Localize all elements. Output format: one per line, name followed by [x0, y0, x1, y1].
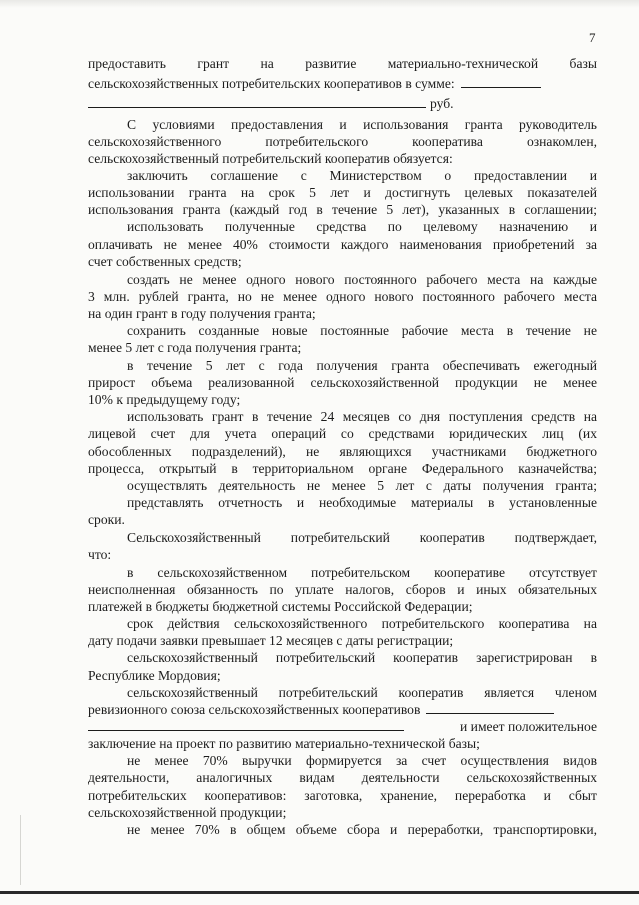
line-text: сохранить созданные новые постоянные рабочие места в течение не	[127, 323, 597, 338]
text-line	[127, 752, 597, 769]
text-line	[88, 55, 597, 72]
line-text: сельскохозяйственный потребительский кооператив зарегистрирован в	[127, 650, 597, 665]
line-text: использования гранта (каждый год в течение 5 лет), указанных в соглашении;	[88, 202, 597, 217]
line-text: использовать грант в течение 24 месяцев со дня поступления средств на	[127, 409, 597, 424]
text-line	[88, 769, 597, 786]
text-line	[127, 684, 597, 701]
text-line	[88, 667, 221, 684]
text-line	[88, 391, 240, 408]
text-line	[88, 632, 453, 649]
page-number: 7	[589, 30, 596, 45]
text-line	[88, 804, 286, 821]
text-line	[88, 184, 597, 201]
text-line	[88, 339, 301, 356]
text-line	[88, 443, 597, 460]
text-line	[88, 701, 554, 718]
text-line	[127, 167, 597, 184]
text-line	[127, 494, 597, 511]
text-line	[88, 236, 597, 253]
line-text: лицевой счет для учета операций со средствами юридических лиц (их	[88, 426, 597, 441]
text-line	[88, 95, 454, 112]
text-line	[88, 288, 597, 305]
line-text: заключение на проект по развитию материально-технической базы;	[88, 736, 480, 751]
line-text: процесса, открытый в территориальном органе Федерального казначейства;	[88, 461, 597, 476]
scan-top-shading	[0, 0, 639, 8]
text-line	[88, 133, 597, 150]
text-line	[88, 305, 316, 322]
text-line	[88, 546, 111, 563]
line-text: и имеет положительное	[460, 719, 597, 734]
line-text: деятельности, аналогичных видам деятельности сельскохозяйственных	[88, 770, 597, 785]
fill-in-blank	[426, 701, 554, 714]
text-line	[88, 511, 125, 528]
line-text: не менее 70% выручки формируется за счет осуществления видов	[127, 753, 597, 768]
line-text: осуществлять деятельность не менее 5 лет с даты получения гранта;	[127, 478, 597, 493]
line-text: обособленных подразделений), не являющихся участниками бюджетного	[88, 444, 597, 459]
line-text: создать не менее одного нового постоянного рабочего места на каждые	[127, 272, 597, 287]
line-text: ревизионного союза сельскохозяйственных кооперативов	[88, 702, 421, 717]
text-line	[88, 718, 597, 735]
text-line	[88, 150, 453, 167]
line-text: сельскохозяйственный потребительский кооператив обязуется:	[88, 151, 453, 166]
line-text: использовании гранта на срок 5 лет и достигнуть целевых показателей	[88, 185, 597, 200]
line-text: 3 млн. рублей гранта, но не менее одного нового постоянного рабочего места	[88, 289, 597, 304]
text-line	[127, 821, 597, 838]
line-text: дату подачи заявки превышает 12 месяцев с даты регистрации;	[88, 633, 454, 648]
text-line	[127, 408, 597, 425]
line-text: что:	[88, 547, 112, 562]
line-text: предоставить грант на развитие материально-технической базы	[88, 56, 597, 71]
text-line	[127, 615, 597, 632]
text-line	[88, 201, 597, 218]
line-text: не менее 70% в общем объеме сбора и переработки, транспортировки,	[127, 822, 597, 837]
text-line	[127, 357, 597, 374]
text-line	[127, 218, 597, 235]
text-line	[127, 477, 597, 494]
text-line	[127, 271, 597, 288]
line-text: заключить соглашение с Министерством о предоставлении и	[127, 168, 597, 183]
line-text: в течение 5 лет с года получения гранта обеспечивать ежегодный	[127, 358, 597, 373]
line-text: руб.	[430, 96, 454, 111]
fill-in-blank	[461, 75, 541, 88]
line-text: в сельскохозяйственном потребительском кооперативе отсутствует	[127, 565, 597, 580]
line-text: Республике Мордовия;	[88, 668, 221, 683]
text-line	[88, 787, 597, 804]
text-line	[127, 529, 597, 546]
text-line	[127, 116, 597, 133]
text-line	[88, 253, 242, 270]
line-text: представлять отчетность и необходимые материалы в установленные	[127, 495, 597, 510]
line-text: платежей в бюджеты бюджетной системы Российской Федерации;	[88, 599, 473, 614]
line-text: потребительских кооперативов: заготовка, хранение, переработка и сбыт	[88, 788, 597, 803]
line-text: срок действия сельскохозяйственного потребительского кооператива на	[127, 616, 597, 631]
text-line	[127, 649, 597, 666]
scan-margin-mark	[20, 815, 21, 885]
line-text: использовать полученные средства по целевому назначению и	[127, 219, 597, 234]
line-text: С условиями предоставления и использования гранта руководитель	[127, 117, 597, 132]
line-text: сельскохозяйственного потребительского кооператива ознакомлен,	[88, 134, 597, 149]
line-text: менее 5 лет с года получения гранта;	[88, 340, 302, 355]
line-text: оплачивать не менее 40% стоимости каждого наименования приобретений за	[88, 237, 597, 252]
text-line	[88, 460, 597, 477]
line-text: сроки.	[88, 512, 125, 527]
line-text: сельскохозяйственных потребительских кооперативов в сумме:	[88, 76, 455, 91]
text-line	[88, 75, 541, 92]
text-line	[88, 425, 597, 442]
text-line	[88, 735, 480, 752]
line-text: на один грант в году получения гранта;	[88, 306, 316, 321]
line-text: сельскохозяйственной продукции;	[88, 805, 287, 820]
line-text: 10% к предыдущему году;	[88, 392, 241, 407]
text-line	[127, 322, 597, 339]
text-line	[88, 581, 597, 598]
text-line	[127, 564, 597, 581]
line-text: счет собственных средств;	[88, 254, 242, 269]
fill-in-blank	[88, 718, 404, 731]
line-text: сельскохозяйственный потребительский кооператив является членом	[127, 685, 597, 700]
fill-in-blank	[88, 95, 426, 108]
text-line	[88, 598, 473, 615]
line-text: неисполненная обязанность по уплате налогов, сборов и иных обязательных	[88, 582, 597, 597]
page-bottom-edge	[0, 891, 639, 894]
line-text: Сельскохозяйственный потребительский кооператив подтверждает,	[127, 530, 597, 545]
text-line	[88, 374, 597, 391]
line-text: прирост объема реализованной сельскохозяйственной продукции не менее	[88, 375, 597, 390]
